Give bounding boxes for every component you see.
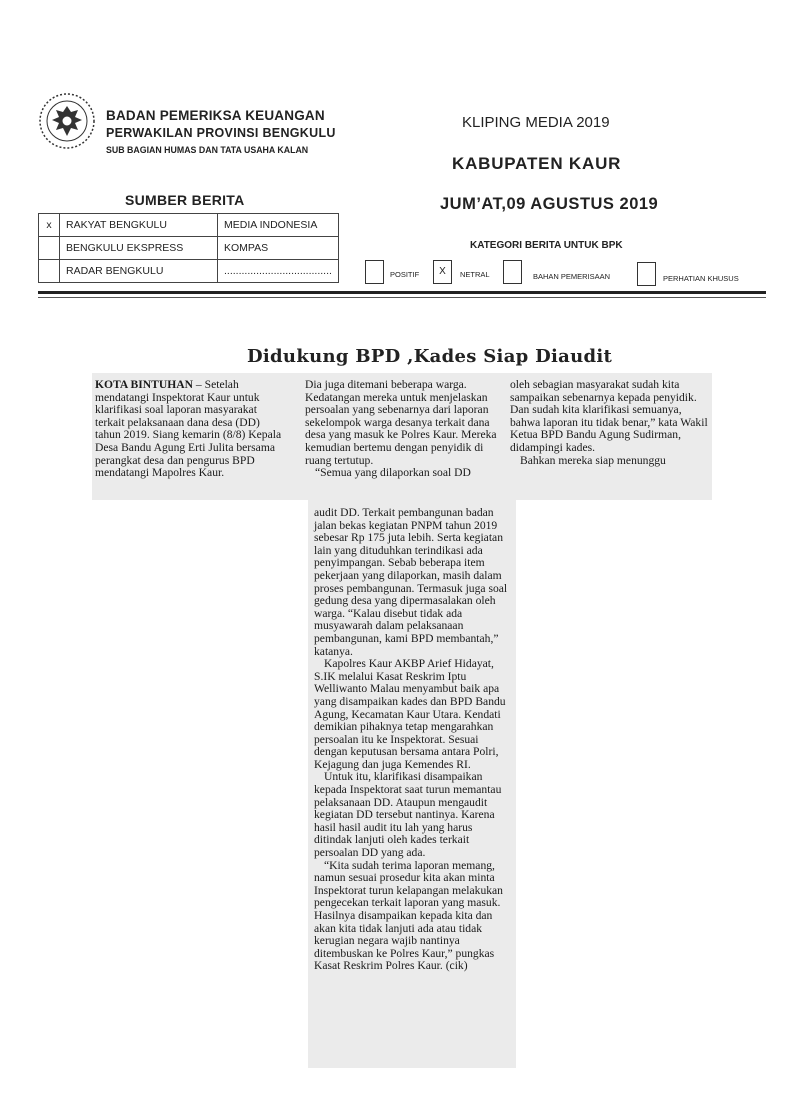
category-checkbox-bahan — [503, 260, 522, 284]
article-paragraph: “Semua yang dilaporkan soal DD — [315, 466, 471, 480]
org-name-line1: BADAN PEMERIKSA KEUANGAN — [106, 108, 325, 123]
article-column-1 — [95, 379, 287, 480]
source-row — [39, 260, 339, 283]
sources-table — [38, 213, 339, 283]
article-column-4 — [314, 507, 511, 973]
category-checkbox-positif — [365, 260, 384, 284]
divider — [38, 297, 766, 298]
article-column-3 — [510, 379, 708, 467]
org-name-line2: PERWAKILAN PROVINSI BENGKULU — [106, 126, 336, 140]
article-column-2 — [305, 379, 501, 480]
category-checkbox-perhatian — [637, 262, 656, 286]
article-dateline: KOTA BINTUHAN — [95, 378, 194, 391]
source-row — [39, 237, 339, 260]
source-check: x — [39, 214, 60, 237]
article-paragraph: “Kita sudah terima laporan memang, namun sesuai prosedur kita akan minta Inspektorat turun kelapangan melakukan pengecekan terkait laporan yang masuk. Hasilnya disampaikan kepada kita dan akan kita tidak lanjuti ada atau tidak kerugian negara wajib nantinya ditembuskan ke Polres Kaur,” pungkas Kasat Reskrim Polres Kaur. (cik) — [314, 858, 503, 973]
bpk-emblem-logo — [38, 92, 96, 150]
source-left: BENGKULU EKSPRESS — [60, 237, 218, 260]
article-paragraph: Kapolres Kaur AKBP Arief Hidayat, S.IK melalui Kasat Reskrim Iptu Welliwanto Malau menyambut baik apa yang disampaikan kades dan BPD Bandu Agung, Kecamatan Kaur Utara. Kendati demikian pihaknya tetap mengarahkan persoalan itu ke Inspektorat. Sesuai dengan keputusan bersama antara Polri, Kejagung dan juga Kemendes RI. — [314, 657, 506, 771]
source-row — [39, 214, 339, 237]
article-paragraph: Untuk itu, klarifikasi disampaikan kepada Inspektorat saat turun memantau pelaksanaan DD. Ataupun mengaudit kegiatan DD tersebut nantinya. Karena hasil hasil audit itu lah yang harus ditindak lanjuti oleh kades terkait persoalan DD yang ada. — [314, 770, 502, 860]
kabupaten-title: KABUPATEN KAUR — [452, 154, 622, 173]
category-title: KATEGORI BERITA UNTUK BPK — [470, 240, 623, 251]
article-paragraph: Bahkan mereka siap menunggu — [520, 453, 666, 467]
source-left: RADAR BENGKULU — [60, 260, 218, 283]
article-headline: Didukung BPD ,Kades Siap Diaudit — [247, 346, 613, 367]
kliping-title: KLIPING MEDIA 2019 — [462, 114, 610, 131]
source-right: KOMPAS — [218, 237, 339, 260]
source-check — [39, 237, 60, 260]
source-right: ..................................... — [218, 260, 339, 283]
source-right: MEDIA INDONESIA — [218, 214, 339, 237]
category-checkbox-netral: X — [433, 260, 452, 284]
divider — [38, 291, 766, 294]
article-paragraph: oleh sebagian masyarakat sudah kita sampaikan sebenarnya kepada penyidik. Dan sudah kita klarifikasi semuanya, bahwa laporan itu tidak benar,” kata Wakil Ketua BPD Bandu Agung Sudirman, didampingi kades. — [510, 378, 708, 454]
source-left: RAKYAT BENGKULU — [60, 214, 218, 237]
clip-date: JUM’AT,09 AGUSTUS 2019 — [440, 195, 659, 213]
org-name-line3: SUB BAGIAN HUMAS DAN TATA USAHA KALAN — [106, 145, 309, 155]
category-label-bahan: BAHAN PEMERISAAN — [533, 272, 611, 281]
source-check — [39, 260, 60, 283]
article-paragraph: audit DD. Terkait pembangunan badan jalan bekas kegiatan PNPM tahun 2019 sebesar Rp 175 juta lebih. Serta kegiatan lain yang dituduhkan terindikasi ada penyimpangan. Sebab beberapa item pekerjaan yang dilaporkan, masih dalam proses pembangunan. Termasuk juga soal gedung desa yang dipermasalakan oleh warga. “Kalau disebut tidak ada musyawarah dalam pelaksanaan pembangunan, kami BPD membantah,” katanya. — [314, 506, 508, 658]
article-paragraph: – Setelah mendatangi Inspektorat Kaur untuk klarifikasi soal laporan masyarakat terkait pelaksanaan dana desa (DD) tahun 2019. Siang kemarin (8/8) Kepala Desa Bandu Agung Erti Julita bersama perangkat desa dan pengurus BPD mendatangi Mapolres Kaur. — [95, 378, 282, 480]
sources-title: SUMBER BERITA — [125, 192, 245, 208]
category-label-netral: NETRAL — [460, 270, 490, 279]
category-label-positif: POSITIF — [390, 270, 420, 279]
category-label-perhatian: PERHATIAN KHUSUS — [663, 274, 739, 283]
article-paragraph: Dia juga ditemani beberapa warga. Kedatangan mereka untuk menjelaskan persoalan yang sebenarnya dari laporan sekelompok warga desanya terkait dana desa yang masuk ke Polres Kaur. Mereka kemudian bertemu dengan penyidik di ruang tertutup. — [305, 378, 497, 467]
